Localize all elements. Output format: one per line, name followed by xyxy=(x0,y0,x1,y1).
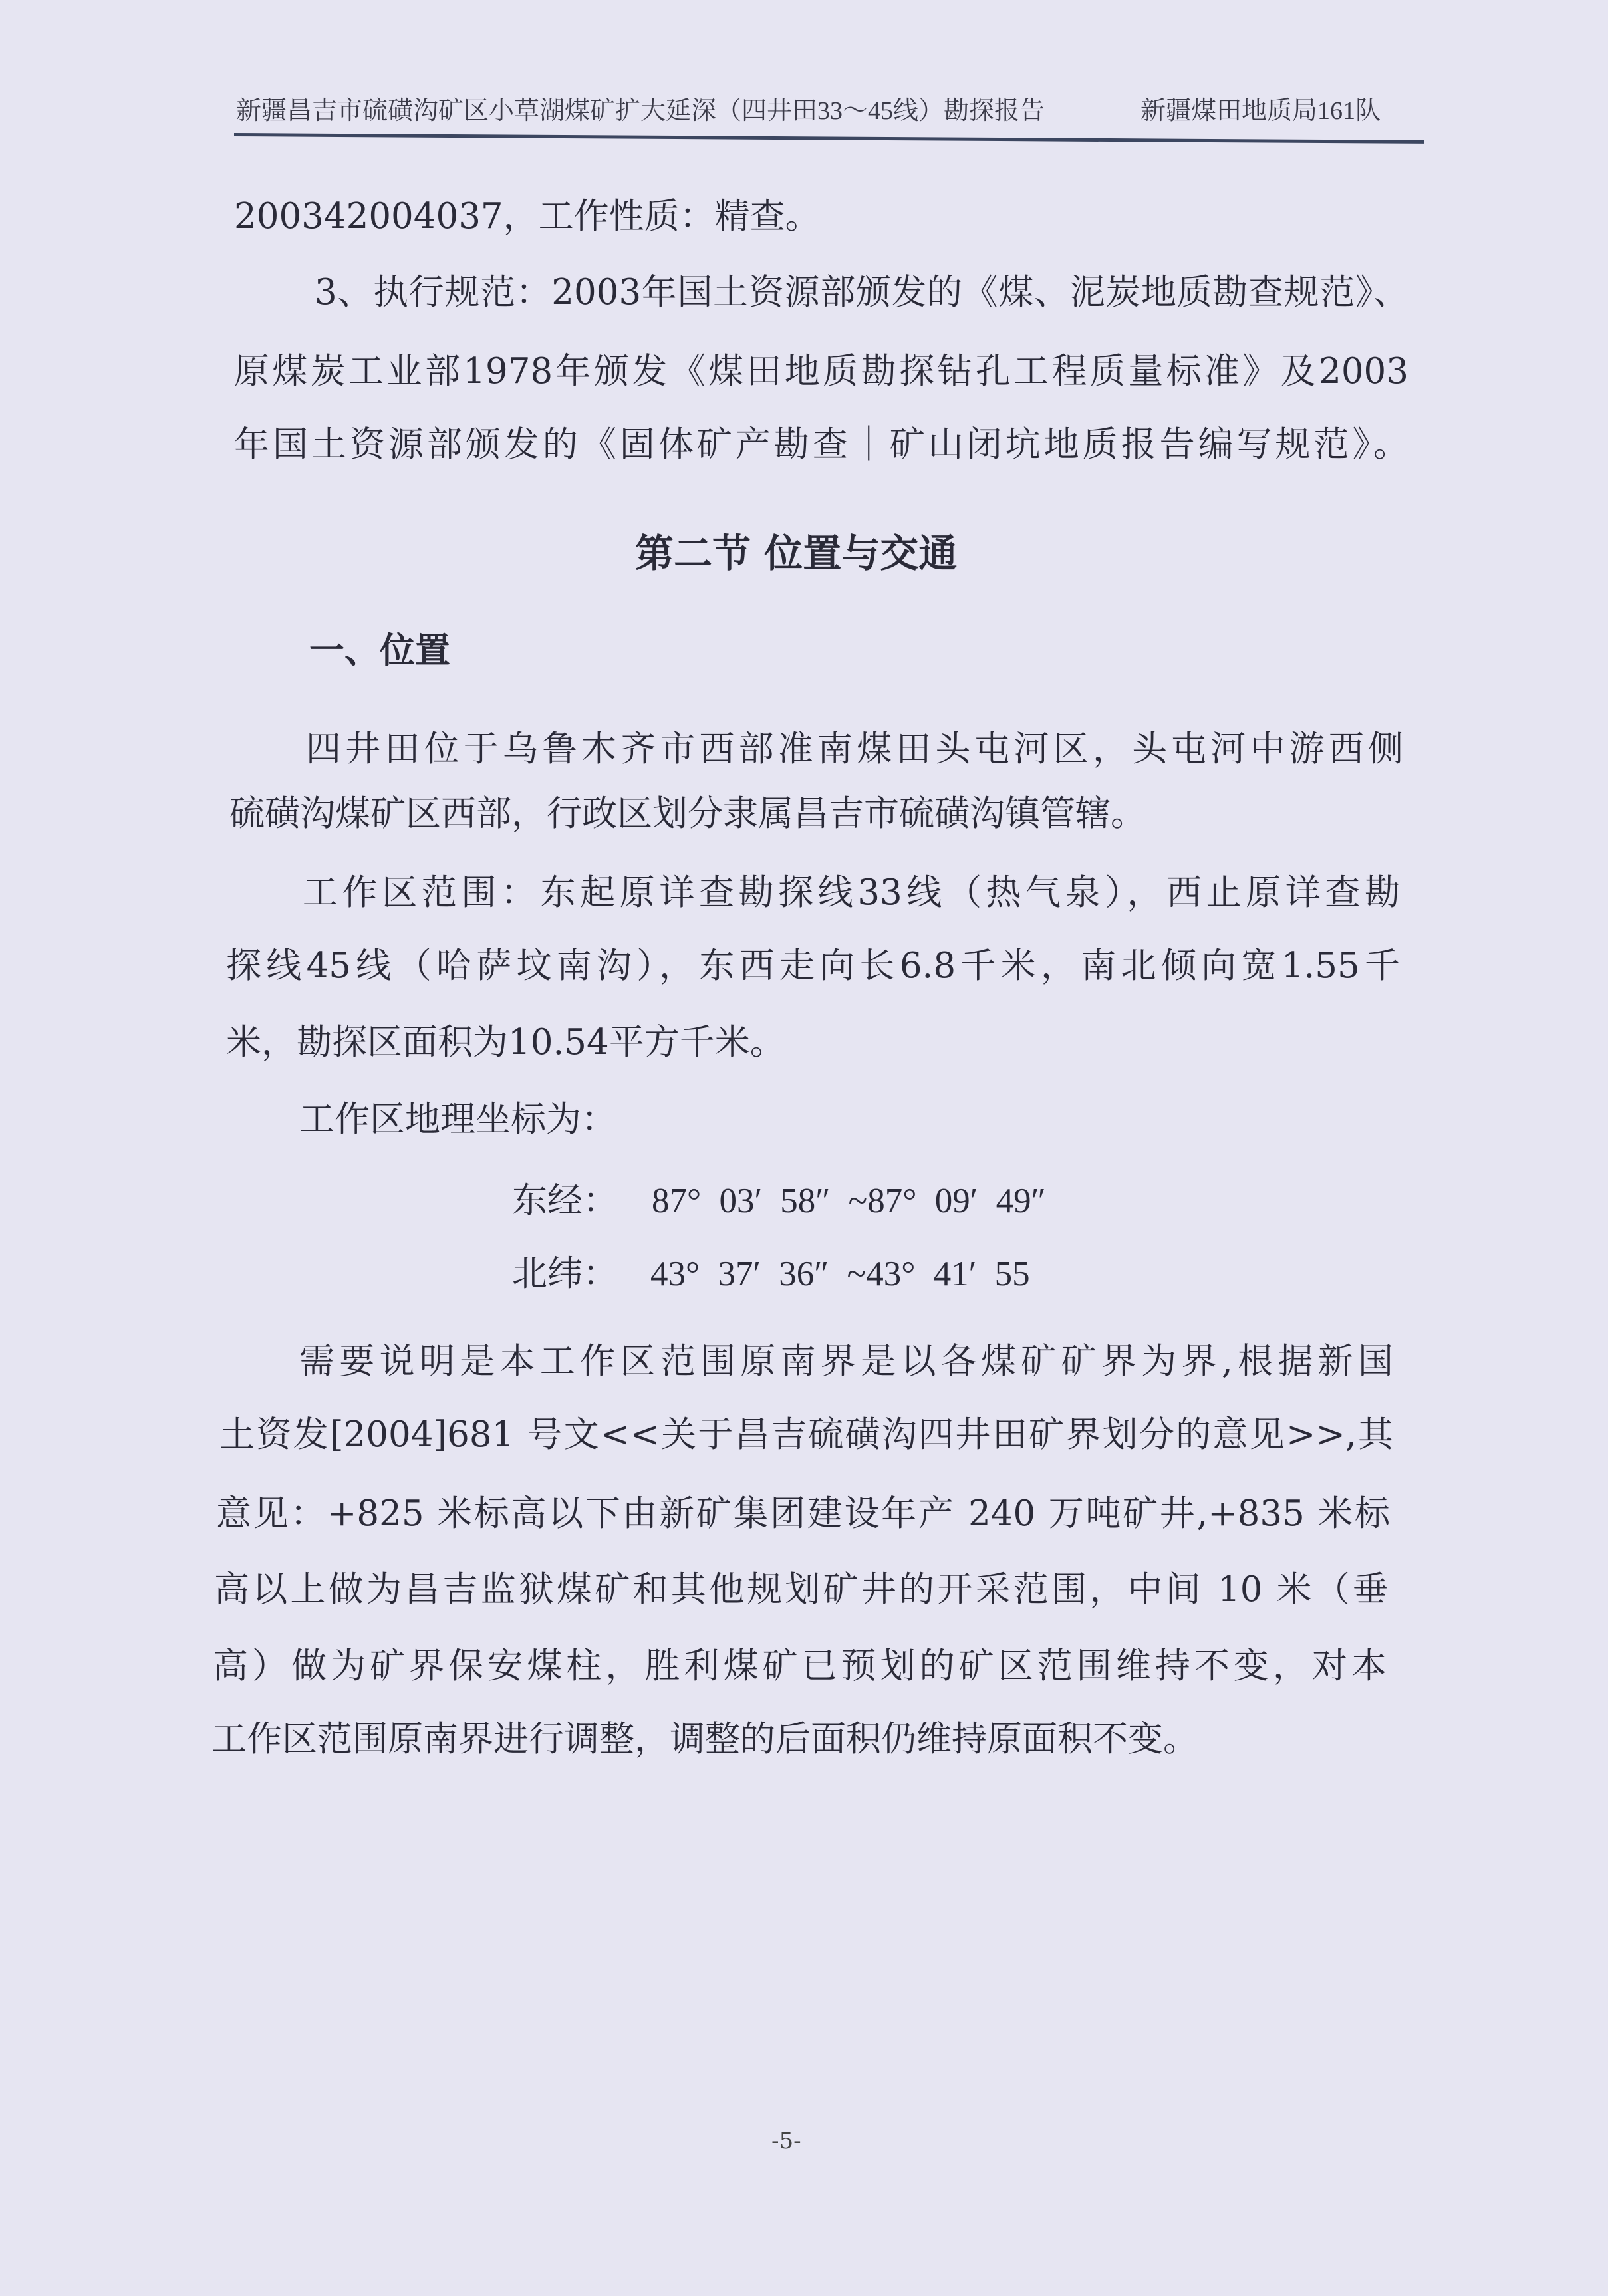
para3-line: 高）做为矿界保安煤柱，胜利煤矿已预划的矿区范围维持不变，对本 xyxy=(213,1646,1387,1686)
coord-label: 东经： xyxy=(512,1180,618,1221)
coord-value: 43° 37′ 36″ ~43° 41′ 55 xyxy=(650,1255,1030,1293)
subsection-title: 一、位置 xyxy=(309,630,450,671)
para2-line: 米，勘探区面积为10.54平方千米。 xyxy=(226,1022,785,1063)
body-line: 200342004037，工作性质：精查。 xyxy=(234,196,821,237)
header-org: 新疆煤田地质局161队 xyxy=(1140,97,1381,125)
para2-line: 探线45线（哈萨坟南沟），东西走向长6.8千米，南北倾向宽1.55千 xyxy=(226,946,1400,986)
body-line: 原煤炭工业部1978年颁发《煤田地质勘探钻孔工程质量标准》及2003 xyxy=(234,351,1408,392)
page-number: -5- xyxy=(771,2128,801,2154)
header-title: 新疆昌吉市硫磺沟矿区小草湖煤矿扩大延深（四井田33～45线）勘探报告 xyxy=(236,97,1045,125)
coord-label: 北纬： xyxy=(512,1253,618,1294)
coord-value: 87° 03′ 58″ ~87° 09′ 49″ xyxy=(652,1182,1046,1220)
coord-intro: 工作区地理坐标为： xyxy=(299,1099,616,1140)
para1-line: 四井田位于乌鲁木齐市西部准南煤田头屯河区，头屯河中游西侧 xyxy=(306,729,1403,769)
body-line: 3、执行规范：2003年国土资源部颁发的《煤、泥炭地质勘查规范》、 xyxy=(315,272,1408,313)
header-rule xyxy=(234,133,1424,144)
para3-line: 工作区范围原南界进行调整，调整的后面积仍维持原面积不变。 xyxy=(211,1719,1198,1759)
section-title: 第二节 位置与交通 xyxy=(635,531,958,576)
para3-line: 高以上做为昌吉监狱煤矿和其他规划矿井的开采范围，中间 10 米（垂 xyxy=(214,1569,1388,1610)
para3-line: 土资发[2004]681 号文<<关于昌吉硫磺沟四井田矿界划分的意见>>,其 xyxy=(219,1414,1393,1455)
body-line: 年国土资源部颁发的《固体矿产勘查｜矿山闭坑地质报告编写规范》。 xyxy=(234,424,1408,465)
para2-line: 工作区范围：东起原详查勘探线33线（热气泉），西止原详查勘 xyxy=(303,872,1400,913)
para3-line: 需要说明是本工作区范围原南界是以各煤矿矿界为界,根据新国 xyxy=(299,1341,1393,1382)
para1-line: 硫磺沟煤矿区西部，行政区划分隶属昌吉市硫磺沟镇管辖。 xyxy=(229,793,1146,834)
para3-line: 意见：+825 米标高以下由新矿集团建设年产 240 万吨矿井,+835 米标 xyxy=(216,1493,1390,1534)
